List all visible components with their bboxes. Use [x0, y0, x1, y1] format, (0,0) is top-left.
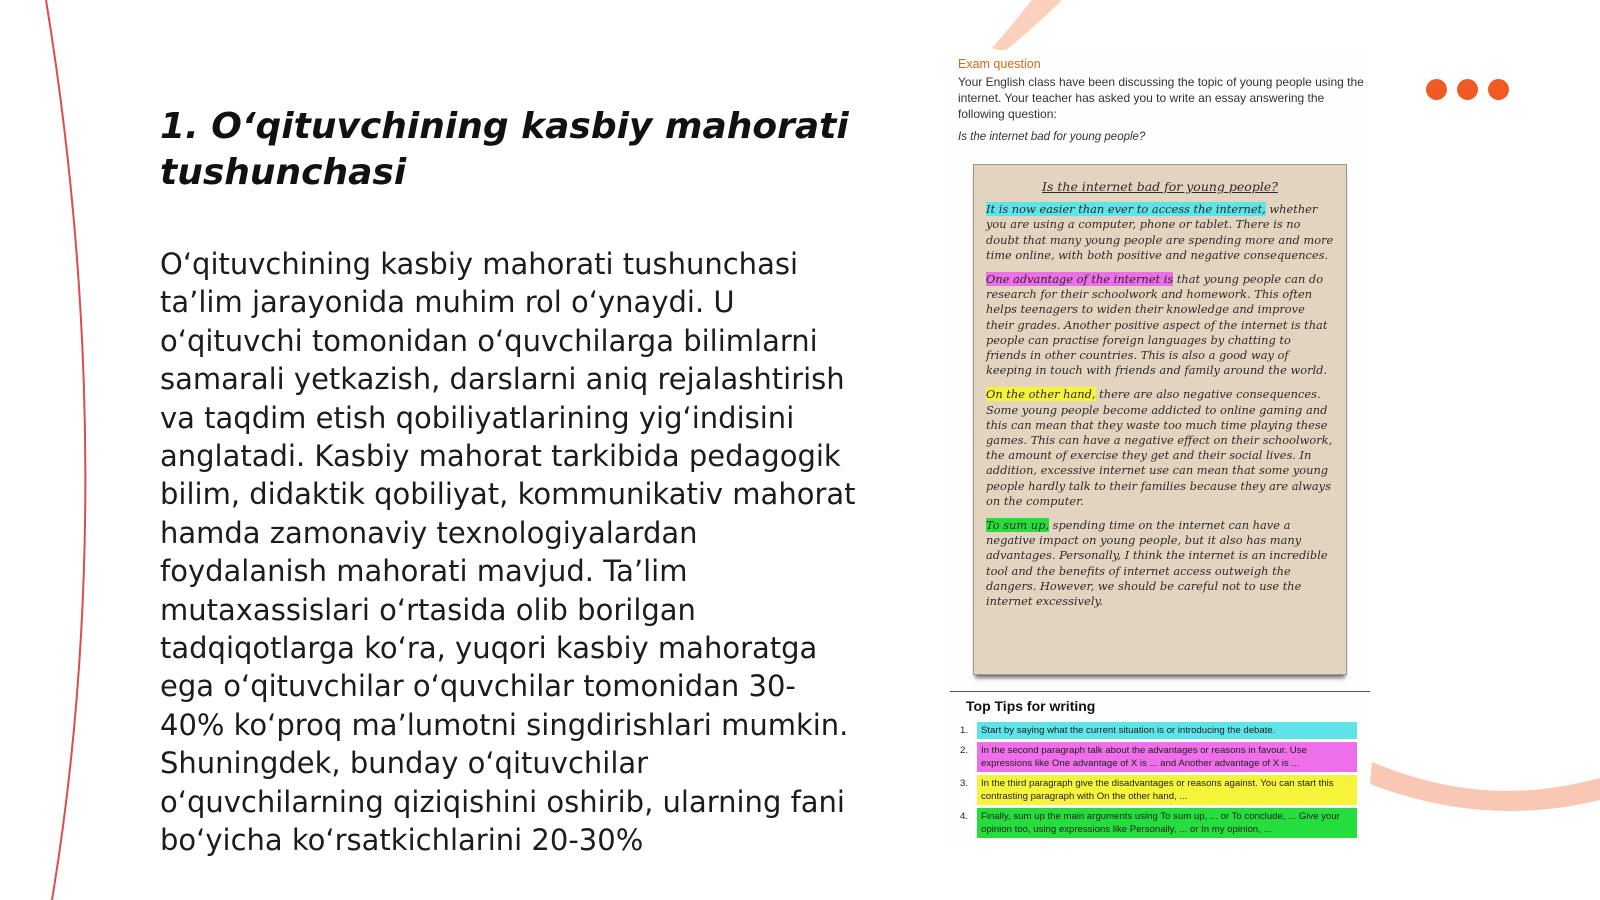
- decorative-dots: [1426, 79, 1509, 100]
- tips-title: Top Tips for writing: [966, 698, 1096, 714]
- essay-card: [973, 164, 1347, 675]
- tip-item: [960, 722, 1360, 739]
- essay-highlight-cyan: It is now easier than ever to access the internet,: [986, 202, 1266, 217]
- essay-highlight-magenta: One advantage of the internet is: [986, 272, 1174, 287]
- exam-question-label: Exam question: [958, 57, 1041, 71]
- tip-number: 3.: [960, 778, 969, 789]
- tip-item: [960, 775, 1360, 805]
- left-arc-line: [46, 0, 85, 900]
- exam-question-text: Is the internet bad for young people?: [958, 131, 1146, 143]
- slide-body-text: O‘qituvchining kasbiy mahorati tushunchasi ta’lim jarayonida muhim rol o‘ynaydi. U o‘qituvchi tomonidan o‘quvchilarga bilimlarni samarali yetkazish, darslarni aniq rejalashtirish va taqdim etish qobiliyatlarining yig‘indisini anglatadi. Kasbiy mahorat tarkibida pedagogik bilim, didaktik qobiliyat, kommunikativ mahorat hamda zamonaviy texnologiyalardan foydalanish mahorati mavjud. Ta’lim mutaxassislari o‘rtasida olib borilgan tadqiqotlarga ko‘ra, yuqori kasbiy mahoratga ega o‘qituvchilar o‘quvchilar tomonidan 30-40% ko‘proq ma’lumotni singdirishlari mumkin. Shuningdek, bunday o‘qituvchilar o‘quvchilarning qiziqishini oshirib, ularning fani bo‘yicha ko‘rsatkichlarini 20-30%: [160, 247, 856, 858]
- tip-item: [960, 808, 1360, 838]
- tip-number: 2.: [960, 745, 969, 756]
- divider: [950, 691, 1370, 692]
- essay-paragraph: [986, 518, 1334, 609]
- tip-text: Finally, sum up the main arguments using To sum up, ... or To conclude, ... Give your opinion too, using expressions like Personally, ... or In my opinion, ...: [977, 808, 1357, 838]
- tip-text: In the second paragraph talk about the advantages or reasons in favour. Use expressions like One advantage of X is ... and Another advantage of X is ...: [977, 742, 1357, 772]
- tip-item: [960, 742, 1360, 772]
- tip-number: 1.: [960, 725, 969, 736]
- essay-paragraph: [986, 202, 1334, 263]
- essay-paragraph: [986, 387, 1334, 509]
- orange-dot-icon: [1488, 79, 1509, 100]
- essay-highlight-yellow: On the other hand,: [986, 387, 1096, 402]
- tip-text: Start by saying what the current situation is or introducing the debate.: [977, 722, 1357, 739]
- slide-title: 1. O‘qituvchining kasbiy mahorati tushunchasi: [160, 106, 849, 193]
- essay-paragraph-text: whether you are using a computer, phone or tablet. There is no doubt that many young people are spending more and more time online, with both positive and negative consequences.: [986, 202, 1334, 262]
- tips-list: [960, 722, 1360, 841]
- essay-highlight-green: To sum up,: [986, 518, 1050, 533]
- exam-question-prompt: Your English class have been discussing the topic of young people using the internet. Your teacher has asked you to write an essay answering the following question:: [958, 75, 1364, 121]
- essay-paragraph: [986, 272, 1334, 378]
- essay-paragraph-text: there are also negative consequences. Some young people become addicted to online gaming and this can mean that they waste too much time playing these games. This can have a negative effect on their schoolwork, the amount of exercise they get and their social lives. In addition, excessive internet use can mean that some young people hardly talk to their families because they are always on the computer.: [986, 387, 1333, 508]
- orange-dot-icon: [1426, 79, 1447, 100]
- essay-title: Is the internet bad for young people?: [1042, 179, 1278, 194]
- essay-paragraph-text: spending time on the internet can have a negative impact on young people, but it also has many advantages. Personally, I think the internet is an incredible tool and the benefits of internet access outweigh the dangers. However, we should be careful not to use the internet excessively.: [986, 518, 1328, 609]
- top-accent-swoosh: [992, 0, 1062, 52]
- orange-dot-icon: [1457, 79, 1478, 100]
- tip-number: 4.: [960, 811, 969, 822]
- essay-paragraph-text: that young people can do research for their schoolwork and homework. This often helps teenagers to widen their knowledge and improve their grades. Another positive aspect of the internet is that people can practise foreign languages by chatting to friends in other countries. This is also a good way of keeping in touch with friends and family around the world.: [986, 272, 1328, 378]
- right-accent-swoosh: [1370, 762, 1600, 811]
- tip-text: In the third paragraph give the disadvantages or reasons against. You can start this contrasting paragraph with On the other hand, ...: [977, 775, 1357, 805]
